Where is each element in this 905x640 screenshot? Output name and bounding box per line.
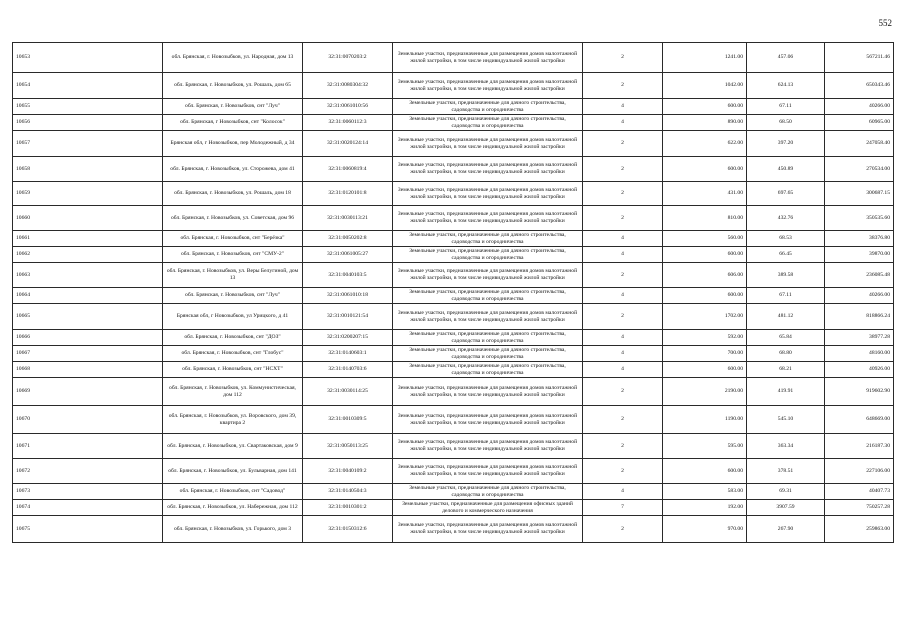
table-row [13, 330, 894, 346]
land-use-cell: Земельные участки, предназначенные для дачного строительства, садоводства и огородничества [393, 346, 583, 362]
class-cell: 4 [583, 115, 663, 131]
table-row [13, 182, 894, 206]
address-cell: обл. Брянская, г. Новозыбков, ул. Свартаковская, дом 9 [163, 434, 303, 459]
address-cell: обл. Брянская, г Новозыбков, снт "Колосок" [163, 115, 303, 131]
value-cell: 750257.28 [825, 500, 894, 516]
class-cell: 2 [583, 434, 663, 459]
table-row [13, 43, 894, 73]
class-cell: 4 [583, 346, 663, 362]
address-cell: обл. Брянская, г. Новозыбков, ул. Сторожева, дом 41 [163, 157, 303, 182]
cadastral-number-cell: 32:31:0060819:4 [303, 157, 393, 182]
cadastral-number-cell: 32:31:0020124:14 [303, 131, 393, 157]
address-cell: обл. Брянская, г. Новозыбков, ул. Советская, дом 96 [163, 206, 303, 231]
row-number: 10674 [13, 500, 163, 516]
price-cell: 68.50 [747, 115, 825, 131]
value-cell: 567211.46 [825, 43, 894, 73]
class-cell: 2 [583, 206, 663, 231]
value-cell: 818866.24 [825, 304, 894, 330]
price-cell: 378.51 [747, 459, 825, 484]
value-cell: 236085.48 [825, 263, 894, 288]
cadastral-number-cell: 32:31:0070203:2 [303, 43, 393, 73]
row-number: 10668 [13, 362, 163, 378]
area-cell: 560.00 [663, 231, 747, 247]
area-cell: 810.00 [663, 206, 747, 231]
row-number: 10672 [13, 459, 163, 484]
row-number: 10657 [13, 131, 163, 157]
land-use-cell: Земельные участки, предназначенные для размещения офисных зданий делового и коммерческого назначения [393, 500, 583, 516]
table-row [13, 362, 894, 378]
address-cell: обл. Брянская, г. Новозыбков, снт "ДОЗ" [163, 330, 303, 346]
area-cell: 622.00 [663, 131, 747, 157]
cadastral-number-cell: 32:31:0040109:2 [303, 459, 393, 484]
price-cell: 389.58 [747, 263, 825, 288]
land-registry-table [12, 42, 894, 543]
address-cell: обл. Брянская, г. Новозыбков, снт "НСХТ" [163, 362, 303, 378]
table-row [13, 459, 894, 484]
address-cell: обл. Брянская, г. Новозыбков, снт "Берёзка" [163, 231, 303, 247]
row-number: 10655 [13, 99, 163, 115]
area-cell: 595.00 [663, 434, 747, 459]
class-cell: 2 [583, 73, 663, 99]
land-use-cell: Земельные участки, предназначенные для размещения домов малоэтажной жилой застройки, в том числе индивидуальной жилой застройки [393, 182, 583, 206]
address-cell: обл. Брянская, г. Новозыбков, снт "Садовод" [163, 484, 303, 500]
table-row [13, 516, 894, 543]
price-cell: 67.11 [747, 288, 825, 304]
class-cell: 7 [583, 500, 663, 516]
area-cell: 890.00 [663, 115, 747, 131]
cadastral-number-cell: 32:31:0040103:5 [303, 263, 393, 288]
land-use-cell: Земельные участки, предназначенные для дачного строительства, садоводства и огородничества [393, 330, 583, 346]
address-cell: Брянская обл, г Новозыбков, ул Урицкого, д 41 [163, 304, 303, 330]
land-use-cell: Земельные участки, предназначенные для дачного строительства, садоводства и огородничества [393, 99, 583, 115]
class-cell: 4 [583, 288, 663, 304]
area-cell: 1042.00 [663, 73, 747, 99]
cadastral-number-cell: 32:31:0140703:6 [303, 362, 393, 378]
land-use-cell: Земельные участки, предназначенные для дачного строительства, садоводства и огородничества [393, 231, 583, 247]
row-number: 10667 [13, 346, 163, 362]
cadastral-number-cell: 32:31:0010121:54 [303, 304, 393, 330]
land-use-cell: Земельные участки, предназначенные для дачного строительства, садоводства и огородничества [393, 288, 583, 304]
land-use-cell: Земельные участки, предназначенные для дачного строительства, садоводства и огородничества [393, 247, 583, 263]
table-row [13, 434, 894, 459]
cadastral-number-cell: 32:31:0140603:1 [303, 346, 393, 362]
address-cell: обл. Брянская, г. Новозыбков, ул. Рошаль, дом 18 [163, 182, 303, 206]
price-cell: 68.21 [747, 362, 825, 378]
price-cell: 624.13 [747, 73, 825, 99]
cadastral-number-cell: 32:31:0080304:32 [303, 73, 393, 99]
table-row [13, 406, 894, 434]
price-cell: 3907.59 [747, 500, 825, 516]
table-row [13, 484, 894, 500]
land-use-cell: Земельные участки, предназначенные для дачного строительства, садоводства и огородничества [393, 362, 583, 378]
value-cell: 38376.80 [825, 231, 894, 247]
value-cell: 40407.73 [825, 484, 894, 500]
row-number: 10663 [13, 263, 163, 288]
address-cell: обл. Брянская, г. Новозыбков, снт "Луч" [163, 99, 303, 115]
price-cell: 481.12 [747, 304, 825, 330]
value-cell: 216187.30 [825, 434, 894, 459]
area-cell: 600.00 [663, 99, 747, 115]
land-use-cell: Земельные участки, предназначенные для размещения домов малоэтажной жилой застройки, в том числе индивидуальной жилой застройки [393, 304, 583, 330]
price-cell: 67.11 [747, 99, 825, 115]
area-cell: 592.00 [663, 330, 747, 346]
cadastral-number-cell: 32:31:0140504:3 [303, 484, 393, 500]
area-cell: 431.00 [663, 182, 747, 206]
area-cell: 600.00 [663, 247, 747, 263]
area-cell: 583.00 [663, 484, 747, 500]
table-row [13, 99, 894, 115]
value-cell: 259863.00 [825, 516, 894, 543]
land-use-cell: Земельные участки, предназначенные для размещения домов малоэтажной жилой застройки, в том числе индивидуальной жилой застройки [393, 43, 583, 73]
price-cell: 419.91 [747, 378, 825, 406]
class-cell: 4 [583, 247, 663, 263]
address-cell: Брянская обл, г Новозыбков, пер Молодежный, д 34 [163, 131, 303, 157]
class-cell: 2 [583, 516, 663, 543]
class-cell: 2 [583, 157, 663, 182]
address-cell: обл. Брянская, г. Новозыбков, ул. Веры Белугиной, дом 13 [163, 263, 303, 288]
area-cell: 1241.00 [663, 43, 747, 73]
land-use-cell: Земельные участки, предназначенные для размещения домов малоэтажной жилой застройки, в том числе индивидуальной жилой застройки [393, 434, 583, 459]
class-cell: 2 [583, 406, 663, 434]
land-use-cell: Земельные участки, предназначенные для дачного строительства, садоводства и огородничества [393, 484, 583, 500]
cadastral-number-cell: 32:31:0010301:2 [303, 500, 393, 516]
land-use-cell: Земельные участки, предназначенные для размещения домов малоэтажной жилой застройки, в том числе индивидуальной жилой застройки [393, 157, 583, 182]
cadastral-number-cell: 32:31:0150312:6 [303, 516, 393, 543]
row-number: 10665 [13, 304, 163, 330]
row-number: 10661 [13, 231, 163, 247]
class-cell: 2 [583, 304, 663, 330]
class-cell: 4 [583, 330, 663, 346]
area-cell: 970.00 [663, 516, 747, 543]
row-number: 10658 [13, 157, 163, 182]
area-cell: 2190.00 [663, 378, 747, 406]
row-number: 10675 [13, 516, 163, 543]
class-cell: 2 [583, 378, 663, 406]
price-cell: 65.84 [747, 330, 825, 346]
row-number: 10669 [13, 378, 163, 406]
price-cell: 450.89 [747, 157, 825, 182]
value-cell: 60965.00 [825, 115, 894, 131]
table-row [13, 206, 894, 231]
address-cell: обл. Брянская, г. Новозыбков, ул. Рошаль, дом 65 [163, 73, 303, 99]
cadastral-number-cell: 32:31:0061005:27 [303, 247, 393, 263]
table-row [13, 247, 894, 263]
land-use-cell: Земельные участки, предназначенные для размещения домов малоэтажной жилой застройки, в том числе индивидуальной жилой застройки [393, 263, 583, 288]
table-row [13, 231, 894, 247]
address-cell: обл. Брянская, г. Новозыбков, ул. Коммунистическая, дом 112 [163, 378, 303, 406]
value-cell: 350535.60 [825, 206, 894, 231]
registry-body [13, 43, 894, 543]
class-cell: 4 [583, 362, 663, 378]
area-cell: 1702.00 [663, 304, 747, 330]
table-row [13, 500, 894, 516]
table-row [13, 263, 894, 288]
table-row [13, 346, 894, 362]
land-use-cell: Земельные участки, предназначенные для дачного строительства, садоводства и огородничества [393, 115, 583, 131]
table-row [13, 157, 894, 182]
price-cell: 457.06 [747, 43, 825, 73]
class-cell: 2 [583, 43, 663, 73]
row-number: 10666 [13, 330, 163, 346]
value-cell: 227106.00 [825, 459, 894, 484]
value-cell: 40266.00 [825, 288, 894, 304]
cadastral-number-cell: 32:31:0061010:18 [303, 288, 393, 304]
value-cell: 300687.15 [825, 182, 894, 206]
value-cell: 38977.28 [825, 330, 894, 346]
row-number: 10671 [13, 434, 163, 459]
price-cell: 397.20 [747, 131, 825, 157]
table-row [13, 131, 894, 157]
cadastral-number-cell: 32:31:0120101:8 [303, 182, 393, 206]
cadastral-number-cell: 32:31:0050202:8 [303, 231, 393, 247]
row-number: 10662 [13, 247, 163, 263]
price-cell: 68.53 [747, 231, 825, 247]
table-row [13, 304, 894, 330]
land-use-cell: Земельные участки, предназначенные для размещения домов малоэтажной жилой застройки, в том числе индивидуальной жилой застройки [393, 206, 583, 231]
land-use-cell: Земельные участки, предназначенные для размещения домов малоэтажной жилой застройки, в том числе индивидуальной жилой застройки [393, 459, 583, 484]
cadastral-number-cell: 32:31:0060112:3 [303, 115, 393, 131]
class-cell: 4 [583, 99, 663, 115]
class-cell: 2 [583, 131, 663, 157]
price-cell: 545.10 [747, 406, 825, 434]
address-cell: обл. Брянская, г. Новозыбков, снт "Глобус" [163, 346, 303, 362]
page-number: 552 [878, 18, 892, 28]
row-number: 10673 [13, 484, 163, 500]
table-row [13, 288, 894, 304]
area-cell: 600.00 [663, 288, 747, 304]
price-cell: 69.31 [747, 484, 825, 500]
price-cell: 432.76 [747, 206, 825, 231]
price-cell: 66.45 [747, 247, 825, 263]
price-cell: 697.65 [747, 182, 825, 206]
cadastral-number-cell: 32:31:0050113:25 [303, 434, 393, 459]
land-use-cell: Земельные участки, предназначенные для размещения домов малоэтажной жилой застройки, в том числе индивидуальной жилой застройки [393, 378, 583, 406]
row-number: 10670 [13, 406, 163, 434]
address-cell: обл. Брянская, г. Новозыбков, ул. Набережная, дом 112 [163, 500, 303, 516]
value-cell: 48160.00 [825, 346, 894, 362]
value-cell: 919602.90 [825, 378, 894, 406]
address-cell: обл. Брянская, г. Новозыбков, снт "СМУ-2" [163, 247, 303, 263]
value-cell: 40266.00 [825, 99, 894, 115]
value-cell: 270534.00 [825, 157, 894, 182]
value-cell: 247058.40 [825, 131, 894, 157]
class-cell: 4 [583, 231, 663, 247]
row-number: 10664 [13, 288, 163, 304]
class-cell: 2 [583, 263, 663, 288]
address-cell: обл. Брянская, г. Новозыбков, снт "Луч" [163, 288, 303, 304]
value-cell: 40926.00 [825, 362, 894, 378]
row-number: 10656 [13, 115, 163, 131]
area-cell: 606.00 [663, 263, 747, 288]
address-cell: обл. Брянская, г. Новозыбков, ул. Воровского, дом 39, квартира 2 [163, 406, 303, 434]
value-cell: 650343.46 [825, 73, 894, 99]
land-use-cell: Земельные участки, предназначенные для размещения домов малоэтажной жилой застройки, в том числе индивидуальной жилой застройки [393, 406, 583, 434]
address-cell: обл. Брянская, г. Новозыбков, ул. Народная, дом 13 [163, 43, 303, 73]
price-cell: 267.90 [747, 516, 825, 543]
address-cell: обл. Брянская, г. Новозыбков, ул. Горького, дом 3 [163, 516, 303, 543]
table-row [13, 73, 894, 99]
row-number: 10659 [13, 182, 163, 206]
row-number: 10654 [13, 73, 163, 99]
price-cell: 363.34 [747, 434, 825, 459]
area-cell: 600.00 [663, 157, 747, 182]
land-use-cell: Земельные участки, предназначенные для размещения домов малоэтажной жилой застройки, в том числе индивидуальной жилой застройки [393, 516, 583, 543]
row-number: 10653 [13, 43, 163, 73]
cadastral-number-cell: 32:31:0030113:21 [303, 206, 393, 231]
table-row [13, 115, 894, 131]
table-row [13, 378, 894, 406]
price-cell: 68.80 [747, 346, 825, 362]
area-cell: 700.00 [663, 346, 747, 362]
address-cell: обл. Брянская, г. Новозыбков, ул. Бульварная, дом 141 [163, 459, 303, 484]
value-cell: 39870.00 [825, 247, 894, 263]
land-use-cell: Земельные участки, предназначенные для размещения домов малоэтажной жилой застройки, в том числе индивидуальной жилой застройки [393, 73, 583, 99]
value-cell: 648669.00 [825, 406, 894, 434]
land-use-cell: Земельные участки, предназначенные для размещения домов малоэтажной жилой застройки, в том числе индивидуальной жилой застройки [393, 131, 583, 157]
area-cell: 600.00 [663, 362, 747, 378]
cadastral-number-cell: 32:31:0061010:56 [303, 99, 393, 115]
area-cell: 600.00 [663, 459, 747, 484]
cadastral-number-cell: 32:31:0200207:15 [303, 330, 393, 346]
cadastral-number-cell: 32:31:0030114:25 [303, 378, 393, 406]
class-cell: 2 [583, 459, 663, 484]
cadastral-number-cell: 32:31:0010309:5 [303, 406, 393, 434]
area-cell: 192.00 [663, 500, 747, 516]
class-cell: 4 [583, 484, 663, 500]
class-cell: 2 [583, 182, 663, 206]
area-cell: 1190.00 [663, 406, 747, 434]
row-number: 10660 [13, 206, 163, 231]
